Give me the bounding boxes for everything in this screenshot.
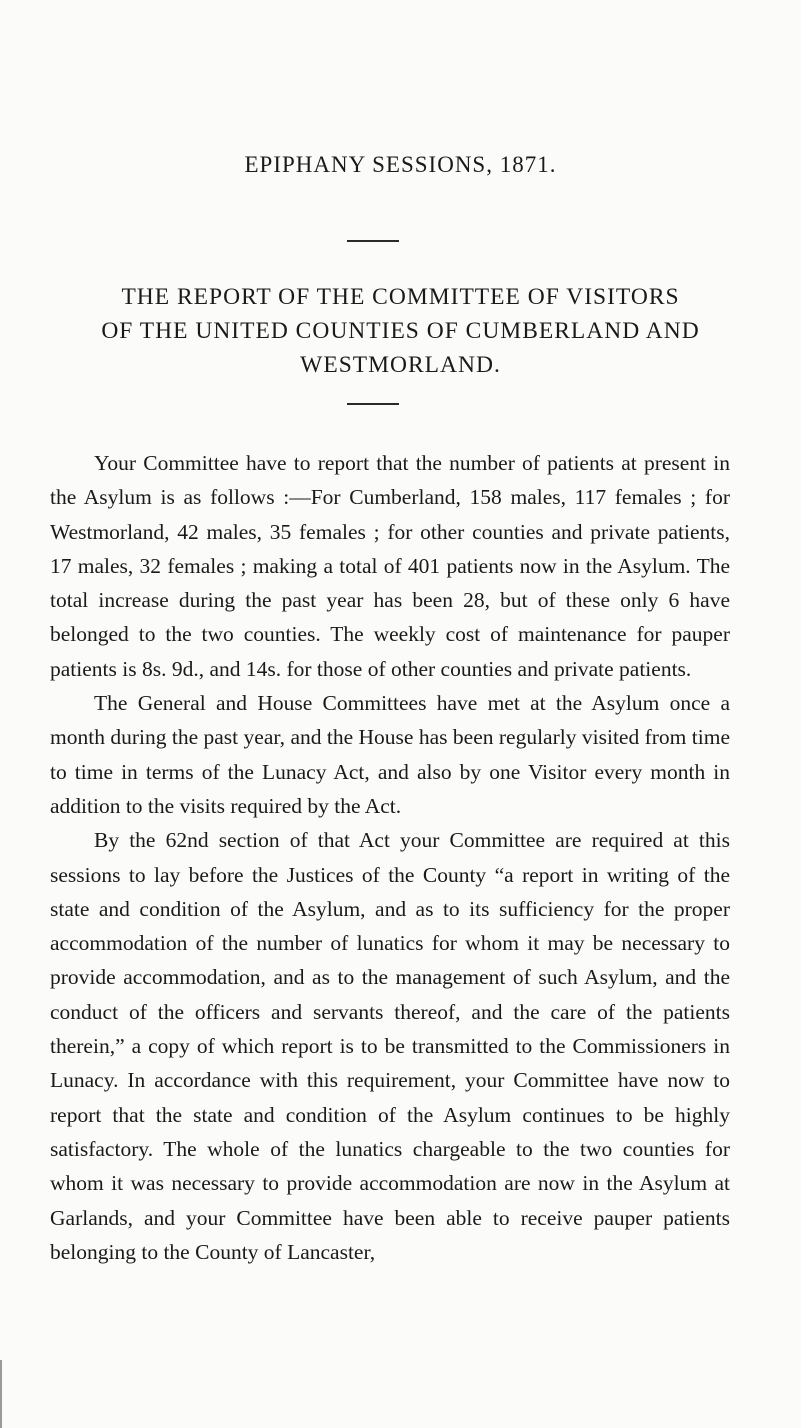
paragraph-patient-numbers: Your Committee have to report that the number of patients at present in the Asylum is as follows :—For Cumberland, 158 males, 117 females ; for Westmorland, 42 males, 35 females ; for other counties and private patients, 17 males, 32 females ; making a total of 401 patients now in the Asylum. The total increase during the past year has been 28, but of these only 6 have belonged to the two counties. The weekly cost of maintenance for pauper patients is 8s. 9d., and 14s. for those of other counties and private patients. xyxy=(50,451,730,681)
divider-rule-bottom xyxy=(347,403,399,405)
session-heading: EPIPHANY SESSIONS, 1871. xyxy=(244,152,557,177)
report-title xyxy=(36,280,765,382)
paragraph-statutory-report: By the 62nd section of that Act your Committee are required at this sessions to lay before the Justices of the County “a report in writing of the state and condition of the Asylum, and as to its sufficiency for the proper accommodation of the number of lunatics for whom it may be necessary to provide accommodation, and as to the management of such Asylum, and the conduct of the officers and servants thereof, and the care of the patients therein,” a copy of which report is to be transmitted to the Commissioners in Lunacy. In accordance with this requirement, your Committee have now to report that the state and condition of the Asylum continues to be highly satisfactory. The whole of the lunatics chargeable to the two counties for whom it was necessary to provide accommodation are now in the Asylum at Garlands, and your Committee have been able to receive pauper patients belonging to the County of Lancaster, xyxy=(50,828,730,1264)
report-body xyxy=(50,446,730,1269)
paragraph-committee-meetings: The General and House Committees have met at the Asylum once a month during the past year, and the House has been regularly visited from time to time in terms of the Lunacy Act, and also by one Visitor every month in addition to the visits required by the Act. xyxy=(50,691,730,818)
report-title-line: OF THE UNITED COUNTIES OF CUMBERLAND AND xyxy=(101,318,700,344)
report-title-line: THE REPORT OF THE COMMITTEE OF VISITORS xyxy=(121,284,680,310)
report-title-line: WESTMORLAND. xyxy=(300,352,501,378)
page-edge-mark xyxy=(0,1360,2,1428)
divider-rule-top xyxy=(347,240,399,242)
